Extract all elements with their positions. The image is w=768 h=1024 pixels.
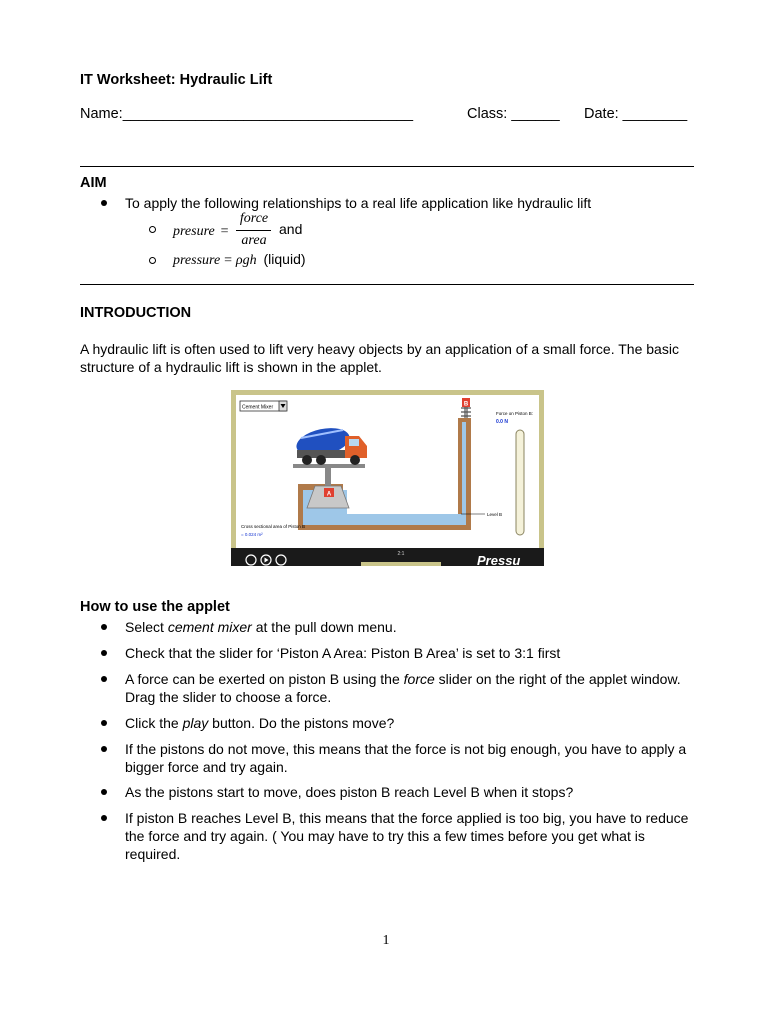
formula-rhs: ρgh	[235, 253, 257, 268]
applet-banner: Pressu	[477, 553, 521, 566]
divider	[80, 284, 694, 285]
bullet-icon	[101, 746, 107, 752]
howto-item: If piston B reaches Level B, this means that the force applied is too big, you have to reduce the force and try again. ( You may have to try this a few times before you get what is required.	[125, 810, 689, 862]
name-field: Name:____________________________________	[80, 106, 414, 122]
piston-b-label: B	[463, 401, 469, 408]
formula-numerator: force	[239, 211, 269, 226]
aim-text: To apply the following relationships to a real life application like hydraulic lift	[125, 195, 592, 211]
formula-lhs: pressure	[173, 253, 221, 268]
area-label: Cross sectional area of Piston B	[241, 524, 306, 529]
circle-bullet-icon	[149, 257, 156, 264]
howto-heading: How to use the applet	[80, 599, 230, 615]
howto-item: As the pistons start to move, does piston B reach Level B when it stops?	[125, 784, 574, 800]
circle-bullet-icon	[149, 226, 156, 233]
formula-lhs: presure	[173, 224, 215, 239]
dropdown-value: Cement Mixer	[242, 404, 274, 411]
hydraulic-lift-applet	[231, 390, 544, 566]
force-slider[interactable]	[516, 430, 524, 535]
class-field: Class: ______	[467, 106, 560, 122]
formula-eq: =	[220, 224, 229, 239]
howto-item: Select cement mixer at the pull down menu.	[125, 619, 397, 635]
bullet-icon	[101, 815, 107, 821]
formula-eq: =	[224, 253, 232, 268]
bullet-icon	[101, 200, 107, 206]
piston-a-label: A	[326, 491, 332, 498]
formula-pressure-force-area	[173, 222, 229, 240]
level-b-label: Level B	[487, 512, 503, 517]
intro-heading: INTRODUCTION	[80, 305, 192, 321]
bullet-icon	[101, 624, 107, 630]
date-field: Date: ________	[584, 106, 688, 122]
formula-pressure-rhogh	[173, 251, 306, 269]
ratio-label: 2:1	[397, 551, 405, 557]
divider	[80, 166, 694, 167]
worksheet-title: IT Worksheet: Hydraulic Lift	[80, 72, 273, 88]
howto-item: Check that the slider for ‘Piston A Area: Piston B Area’ is set to 3:1 first	[125, 645, 561, 661]
bullet-icon	[101, 676, 107, 682]
force-value: 0.0 N	[496, 419, 508, 425]
page-number: 1	[382, 933, 390, 948]
howto-item: If the pistons do not move, this means that the force is not big enough, you have to apply a bigger force and try again.	[125, 741, 687, 775]
bullet-icon	[101, 720, 107, 726]
formula-and: and	[279, 221, 303, 237]
area-value: = 0.024 m²	[241, 532, 263, 537]
aim-heading: AIM	[80, 175, 107, 191]
fraction-line	[236, 230, 271, 231]
howto-item: Click the play button. Do the pistons move?	[125, 715, 395, 731]
force-label: Force on Piston B:	[496, 411, 534, 416]
bullet-icon	[101, 650, 107, 656]
howto-item: A force can be exerted on piston B using the force slider on the right of the applet window. Drag the slider to choose a force.	[125, 671, 681, 705]
platform-post	[325, 468, 331, 486]
formula-liquid: (liquid)	[263, 251, 306, 267]
ratio-slider[interactable]	[361, 562, 441, 566]
intro-paragraph: A hydraulic lift is often used to lift very heavy objects by an application of a small force. The basic structure of a hydraulic lift is shown in the applet.	[80, 341, 679, 375]
bullet-icon	[101, 789, 107, 795]
formula-denominator: area	[241, 233, 267, 248]
object-dropdown[interactable]	[240, 401, 287, 411]
